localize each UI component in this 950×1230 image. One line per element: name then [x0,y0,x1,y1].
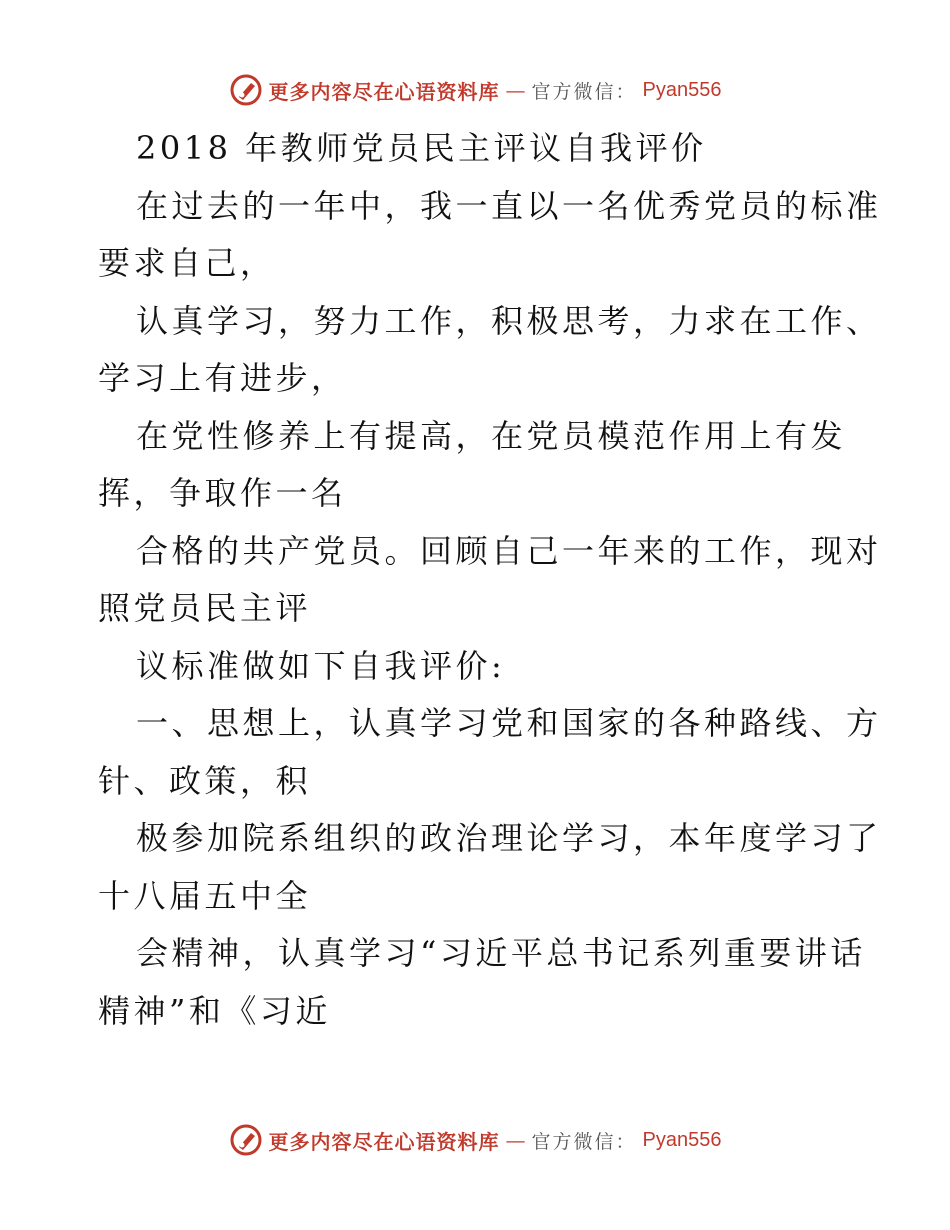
body-line: 在过去的一年中，我一直以一名优秀党员的标准 [136,186,882,225]
body-line: 认真学习，努力工作，积极思考，力求在工作、 [136,301,882,340]
banner-dash: — [505,1128,526,1152]
body-line: 合格的共产党员。回顾自己一年来的工作，现对 [136,531,882,570]
banner-dash: — [505,78,526,102]
brand-text: 更多内容尽在心语资料库 [268,1129,500,1154]
pen-logo-icon [229,1123,263,1157]
body-line: 在党性修养上有提高，在党员模范作用上有发 [136,416,847,455]
wechat-id: Pyan556 [642,78,722,101]
pen-logo-icon [229,73,263,107]
header-watermark [0,70,950,110]
document-body [98,120,882,1040]
wechat-label: 官方微信： [531,1130,637,1153]
body-line: 议标准做如下自我评价: [136,646,506,685]
body-line: 针、政策，积 [98,761,312,800]
body-line: 学习上有进步， [98,359,347,397]
document-title: 2018 年教师党员民主评议自我评价 [136,129,707,167]
brand-text: 更多内容尽在心语资料库 [268,79,500,104]
body-line: 要求自己， [98,244,276,282]
wechat-id: Pyan556 [642,1128,722,1151]
body-line: 挥，争取作一名 [98,474,347,512]
body-line: 照党员民主评 [98,589,312,627]
body-line: 会精神，认真学习“习近平总书记系列重要讲话 [136,934,866,972]
body-line: 十八届五中全 [98,876,312,915]
body-line: 极参加院系组织的政治理论学习，本年度学习了 [136,819,882,857]
body-line: 一、思想上，认真学习党和国家的各种路线、方 [136,704,882,742]
body-line: 精神”和《习近 [98,991,331,1030]
wechat-label: 官方微信： [531,80,637,103]
footer-watermark [0,1120,950,1160]
